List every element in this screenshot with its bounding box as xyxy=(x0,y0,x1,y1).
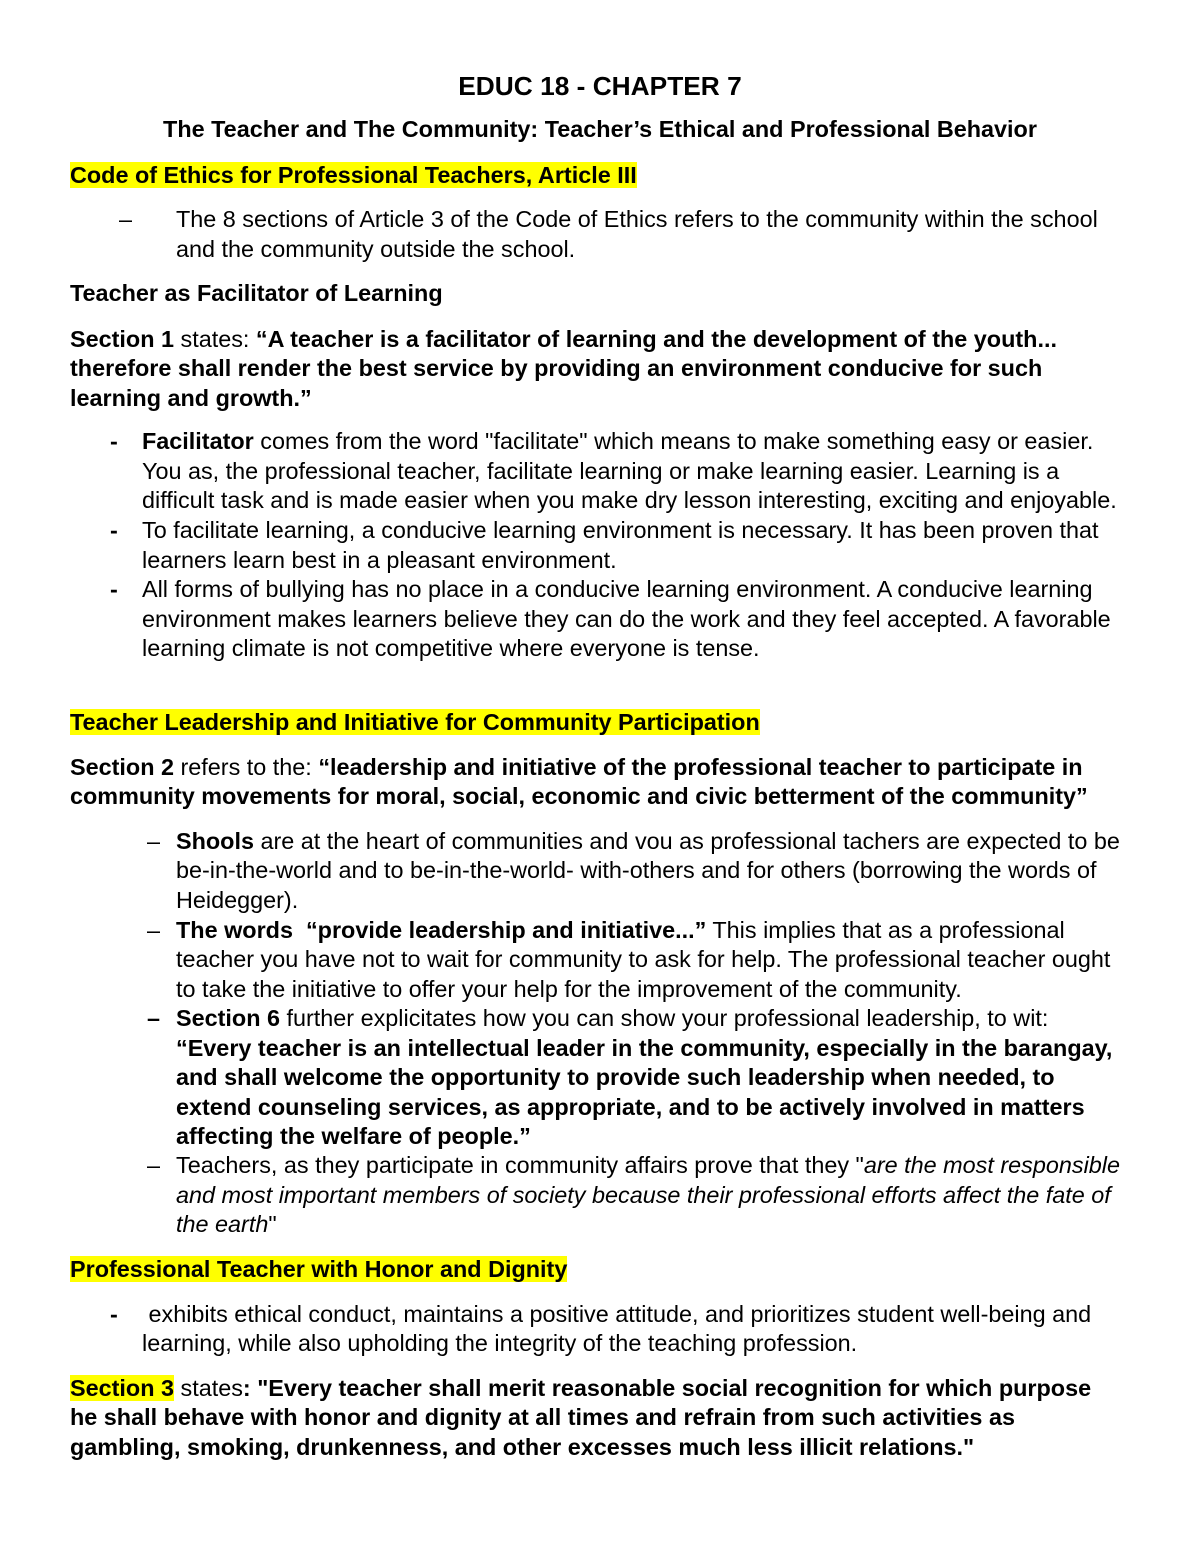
bullet-hyphen-marker: - xyxy=(110,576,118,602)
honor-heading xyxy=(70,1255,567,1285)
leadership-item-line: Heidegger). xyxy=(176,887,299,913)
section-3-label: Section 3 xyxy=(70,1375,174,1401)
section-6-quote-line: affecting the welfare of people.” xyxy=(176,1123,531,1149)
section-1-verb: states: xyxy=(174,326,256,352)
section-3-verb: states xyxy=(174,1375,243,1401)
leadership-item-text: This implies that as a professional xyxy=(706,917,1065,943)
list-dash-marker: – xyxy=(147,1005,161,1031)
section-6-label: Section 6 xyxy=(176,1005,280,1031)
section-2-quote-line: community movements for moral, social, economic and civic betterment of the community” xyxy=(70,783,1088,809)
leadership-item-line xyxy=(176,1151,1120,1181)
leadership-item-line xyxy=(176,827,1120,857)
section-1-quote-line: learning and growth.” xyxy=(70,385,312,411)
leadership-item-text: Teachers, as they participate in community affairs prove that they " xyxy=(176,1152,864,1178)
section-1-quote-line: therefore shall render the best service by providing an environment conducive for such xyxy=(70,355,1043,381)
facilitator-bullet-line: All forms of bullying has no place in a conducive learning environment. A conducive learning xyxy=(142,576,1093,602)
section-3-quote-line: gambling, smoking, drunkenness, and other excesses much less illicit relations." xyxy=(70,1434,975,1460)
section-6-quote-line: extend counseling services, as appropriate, and to be actively involved in matters xyxy=(176,1094,1085,1120)
bullet-hyphen-marker: - xyxy=(110,428,118,454)
italic-quote: are the most responsible xyxy=(863,1152,1120,1178)
facilitator-heading: Teacher as Facilitator of Learning xyxy=(70,280,443,306)
leadership-item-line: be-in-the-world and to be-in-the-world- with-others and for others (borrowing the words of xyxy=(176,857,1097,883)
facilitator-bullet-line: environment makes learners believe they can do the work and they feel accepted. A favorable xyxy=(142,606,1111,632)
document-subtitle xyxy=(0,115,1200,145)
italic-quote-line: and most important members of society because their professional efforts affect the fate of xyxy=(176,1182,1111,1208)
section-3-quote: : "Every teacher shall merit reasonable social recognition for which purpose xyxy=(242,1375,1092,1401)
list-dash-marker: – xyxy=(147,917,161,943)
honor-bullet-line: exhibits ethical conduct, maintains a positive attitude, and prioritizes student well-being and xyxy=(142,1301,1092,1327)
document-title-text: EDUC 18 - CHAPTER 7 xyxy=(458,71,742,101)
leadership-item-term: The words “provide leadership and initiative...” xyxy=(176,917,707,943)
bullet-hyphen-marker: - xyxy=(110,517,118,543)
facilitator-bullet-line: difficult task and is made easier when you make dry lesson interesting, exciting and enjoyable. xyxy=(142,487,1117,513)
bullet-hyphen-marker: - xyxy=(110,1301,118,1327)
leadership-item-line xyxy=(176,1004,1048,1034)
italic-quote: the earth xyxy=(176,1211,269,1237)
leadership-item-text: further explicitates how you can show your professional leadership, to wit: xyxy=(280,1005,1049,1031)
section-1-label: Section 1 xyxy=(70,326,174,352)
leadership-item-line xyxy=(176,1210,277,1240)
highlighted-heading-text: Code of Ethics for Professional Teachers, Article III xyxy=(70,162,637,188)
section-3-quote-line: he shall behave with honor and dignity at all times and refrain from such activities as xyxy=(70,1404,1015,1430)
section-1-quote: “A teacher is a facilitator of learning and the development of the youth... xyxy=(255,326,1057,352)
facilitator-bullet-line: learning climate is not competitive where everyone is tense. xyxy=(142,635,760,661)
list-dash-marker: – xyxy=(147,1152,161,1178)
leadership-item-line xyxy=(176,916,1065,946)
code-of-ethics-item-line: and the community outside the school. xyxy=(176,236,576,262)
leadership-item-text: are at the heart of communities and vou as professional tachers are expected to be xyxy=(253,828,1120,854)
leadership-item-term: Shools xyxy=(176,828,254,854)
section-2-quote: “leadership and initiative of the professional teacher to participate in xyxy=(318,754,1083,780)
section-6-quote-line: and shall welcome the opportunity to provide such leadership when needed, to xyxy=(176,1064,1055,1090)
facilitator-term: Facilitator xyxy=(142,428,254,454)
section-2-line xyxy=(70,753,1083,783)
leadership-heading xyxy=(70,708,760,738)
facilitator-bullet-line: learners learn best in a pleasant environment. xyxy=(142,547,617,573)
list-dash-marker: – xyxy=(147,828,161,854)
section-1-line xyxy=(70,325,1057,355)
document-title xyxy=(0,71,1200,101)
code-of-ethics-item-line: The 8 sections of Article 3 of the Code of Ethics refers to the community within the school xyxy=(176,206,1098,232)
code-of-ethics-heading xyxy=(70,161,637,191)
section-2-label: Section 2 xyxy=(70,754,174,780)
highlighted-heading-text: Teacher Leadership and Initiative for Community Participation xyxy=(70,709,760,735)
highlighted-heading-text: Professional Teacher with Honor and Dignity xyxy=(70,1256,568,1282)
document-subtitle-text: The Teacher and The Community: Teacher’s Ethical and Professional Behavior xyxy=(163,116,1037,142)
facilitator-definition: comes from the word "facilitate" which means to make something easy or easier. xyxy=(253,428,1094,454)
section-3-line xyxy=(70,1374,1091,1404)
closing-quote-mark: " xyxy=(268,1211,277,1237)
leadership-item-line: teacher you have not to wait for community to ask for help. The professional teacher ought xyxy=(176,946,1111,972)
leadership-item-line: to take the initiative to offer your help for the improvement of the community. xyxy=(176,976,962,1002)
facilitator-bullet-line: You as, the professional teacher, facilitate learning or make learning easier. Learning is a xyxy=(142,458,1060,484)
section-2-verb: refers to the: xyxy=(174,754,319,780)
honor-bullet-line: learning, while also upholding the integrity of the teaching profession. xyxy=(142,1330,858,1356)
list-dash-marker: – xyxy=(119,206,133,232)
facilitator-bullet-line xyxy=(142,427,1093,457)
section-6-quote-line: “Every teacher is an intellectual leader in the community, especially in the barangay, xyxy=(176,1035,1113,1061)
facilitator-bullet-line: To facilitate learning, a conducive learning environment is necessary. It has been proven that xyxy=(142,517,1099,543)
